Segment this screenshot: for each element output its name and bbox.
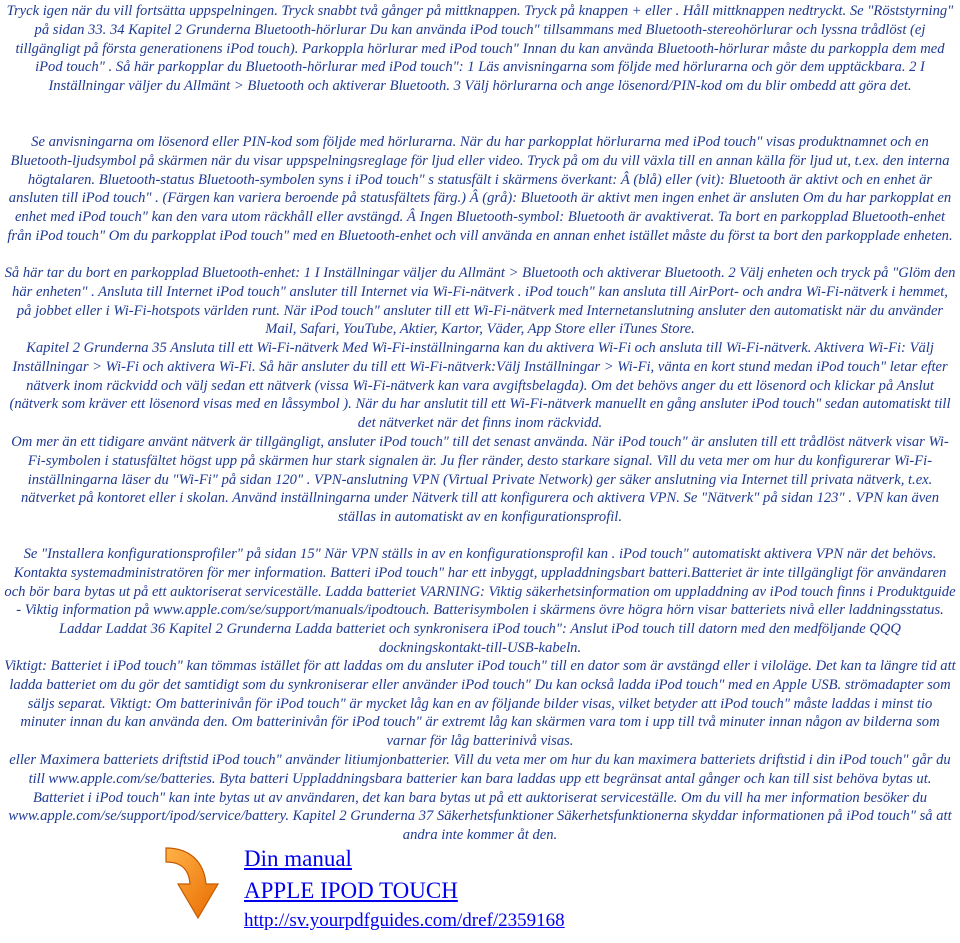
- paragraph-3: Så här tar du bort en parkopplad Bluetooth-enhet: 1 I Inställningar väljer du Allmänt > Bluetooth och aktiverar Bluetooth. 2 Välj enheten och tryck på "Glöm den här enheten" . Ansluta till Internet iPod touch" ansluter till Internet via Wi-Fi-nätverk . iPod touch" kan ansluta till AirPort- och andra Wi-Fi-nätverk i hemmet, på jobbet eller i Wi-Fi-hotspots världen runt. När iPod touch" ansluter till ett Wi-Fi-nätverk med Internetanslutning ansluter den automatiskt när du använder Mail, Safari, YouTube, Aktier, Kartor, Väder, App Store eller iTunes Store.: [4, 265, 956, 338]
- url-link[interactable]: http://sv.yourpdfguides.com/dref/2359168: [244, 910, 565, 931]
- paragraph-2: Se anvisningarna om lösenord eller PIN-kod som följde med hörlurarna. När du har parkopplat hörlurarna med iPod touch" visas produktnamnet och en Bluetooth-ljudsymbol på skärmen när du visar uppspelningsreglage för ljud eller video. Tryck på om du vill växla till en annan källa för ljud ut, t.ex. den interna högtalaren. Bluetooth-status Bluetooth-symbolen syns i iPod touch" s statusfält i skärmens överkant: Â (blå) eller (vit): Bluetooth är aktivt och en enhet är ansluten till iPod touch" . (Färgen kan variera beroende på statusfältets färg.) Â (grå): Bluetooth är aktivt men ingen enhet är ansluten Om du har parkopplat en enhet med iPod touch" kan den vara utom räckhåll eller avstängd. Â Ingen Bluetooth-symbol: Bluetooth är avaktiverat. Ta bort en parkopplad Bluetooth-enhet från iPod touch" Om du parkopplat iPod touch" med en Bluetooth-enhet och vill använda en annan enhet istället måste du först ta bort den parkopplade enheten.: [7, 134, 953, 244]
- product-link[interactable]: APPLE IPOD TOUCH: [244, 878, 458, 903]
- manual-footer: [160, 840, 720, 940]
- paragraph-7: Viktigt: Batteriet i iPod touch" kan tömmas istället för att laddas om du ansluter iPod touch" till en dator som är avstängd eller i viloläge. Det kan ta längre tid att ladda batteriet om du gör det samtidigt som du synkroniserar eller använder iPod touch" Du kan också ladda iPod touch" med en Apple USB. strömadapter som säljs separat. Viktigt: Om batterinivån för iPod touch" är mycket låg kan en av följande bilder visas, vilket betyder att iPod touch" måste laddas i minst tio minuter innan du kan använda den. Om batterinivån för iPod touch" är extremt låg kan skärmen vara tom i upp till två minuter innan någon av bilderna som varnar för låg batterinivå visas.: [4, 658, 956, 750]
- orange-arrow-icon: [160, 844, 232, 924]
- manual-link[interactable]: Din manual: [244, 846, 352, 871]
- paragraph-1: Tryck igen när du vill fortsätta uppspelningen. Tryck snabbt två gånger på mittknappen. Tryck på knappen + eller . Håll mittknappen nedtryckt. Se "Röststyrning" på sidan 33. 34 Kapitel 2 Grunderna Bluetooth-hörlurar Du kan använda iPod touch" tillsammans med Bluetooth-stereohörlurar och lyssna trådlöst (ej tillgängligt på första generationens iPod touch). Parkoppla hörlurar med iPod touch" Innan du kan använda Bluetooth-hörlurar måste du parkoppla dem med iPod touch" . Så här parkopplar du Bluetooth-hörlurar med iPod touch": 1 Läs anvisningarna som följde med hörlurarna och gör dem upptäckbara. 2 I Inställningar väljer du Allmänt > Bluetooth och aktiverar Bluetooth. 3 Välj hörlurarna och ange lösenord/PIN-kod om du blir ombedd att göra det.: [6, 3, 954, 95]
- paragraph-5: Om mer än ett tidigare använt nätverk är tillgängligt, ansluter iPod touch" till det senast använda. När iPod touch" är ansluten till ett trådlöst nätverk visar Wi-Fi-symbolen i statusfältet högst upp på skärmen hur stark signalen är. Ju fler ränder, desto starkare signal. Vill du veta mer om hur du konfigurerar Wi-Fi-inställningarna läser du "Wi-Fi" på sidan 120" . VPN-anslutning VPN (Virtual Private Network) ger säker anslutning via Internet till privata nätverk, t.ex. nätverket på kontoret eller i skolan. Använd inställningarna under Nätverk till att konfigurera och aktivera VPN. Se "Nätverk" på sidan 123" . VPN kan även ställas in automatiskt av en konfigurationsprofil.: [11, 434, 949, 526]
- paragraph-4: Kapitel 2 Grunderna 35 Ansluta till ett Wi-Fi-nätverk Med Wi-Fi-inställningarna kan du aktivera Wi-Fi och ansluta till Wi-Fi-nätverk. Aktivera Wi-Fi: Välj Inställningar > Wi-Fi och aktivera Wi-Fi. Så här ansluter du till ett Wi-Fi-nätverk:Välj Inställningar > Wi-Fi, vänta en kort stund medan iPod touch" letar efter nätverk inom räckvidd och välj sedan ett nätverk (vissa Wi-Fi-nätverk kan vara avgiftsbelagda). Om det behövs anger du ett lösenord och klickar på Anslut (nätverk som kräver ett lösenord visas med en låssymbol ). När du har anslutit till ett Wi-Fi-nätverk manuellt en gång ansluter iPod touch" sedan automatiskt till det nätverket när det finns inom räckvidd.: [9, 340, 951, 432]
- paragraph-6: Se "Installera konfigurationsprofiler" på sidan 15" När VPN ställs in av en konfigurationsprofil kan . iPod touch" automatiskt aktivera VPN när det behövs. Kontakta systemadministratören för mer information. Batteri iPod touch" har ett inbyggt, uppladdningsbart batteri.Batteriet är inte tillgängligt för användaren och bör bara bytas ut på ett auktoriserat serviceställe. Ladda batteriet VARNING: Viktig säkerhetsinformation om uppladdning av iPod touch finns i Produktguide - Viktig information på www.apple.com/se/support/manuals/ipodtouch. Batterisymbolen i skärmens övre högra hörn visar batteriets nivå eller laddningsstatus. Laddar Laddat 36 Kapitel 2 Grunderna Ladda batteriet och synkronisera iPod touch": Anslut iPod touch till datorn med den medföljande QQQ dockningskontakt-till-USB-kabeln.: [4, 546, 956, 656]
- paragraph-8: eller Maximera batteriets driftstid iPod touch" använder litiumjonbatterier. Vill du veta mer om hur du kan maximera batteriets driftstid i din iPod touch" går du till www.apple.com/se/batteries. Byta batteri Uppladdningsbara batterier kan bara laddas upp ett begränsat antal gånger och kan till sist behöva bytas ut. Batteriet i iPod touch" kan inte bytas ut av användaren, det kan bara bytas ut på ett auktoriserat serviceställe. Om du vill ha mer information besöker du www.apple.com/se/support/ipod/service/battery. Kapitel 2 Grunderna 37 Säkerhetsfunktioner Säkerhetsfunktionerna skyddar informationen på iPod touch" så att andra inte kommer åt den.: [8, 752, 952, 844]
